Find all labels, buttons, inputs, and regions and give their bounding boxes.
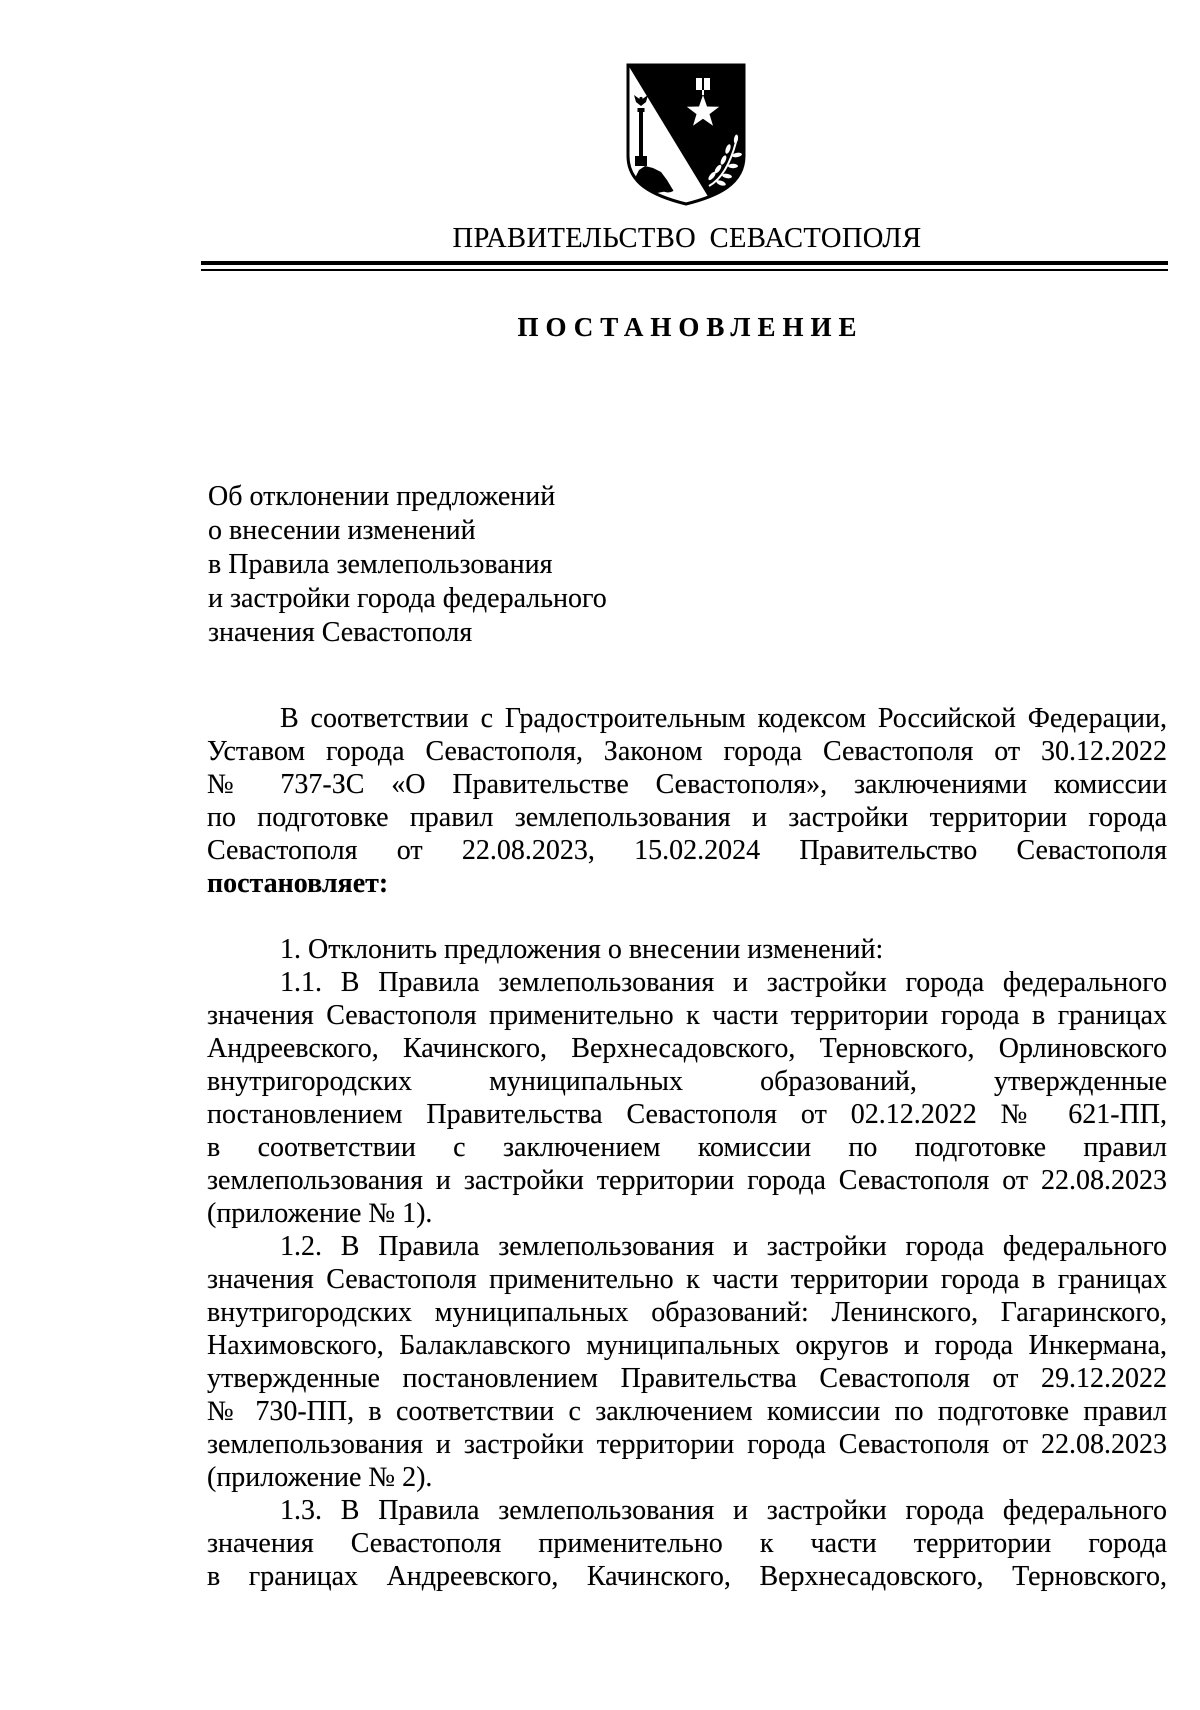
- preamble-paragraph: [207, 702, 1167, 900]
- clause-line: землепользования и застройки территории города Севастополя от 22.08.2023: [207, 1165, 1167, 1196]
- preamble-line: Севастополя от 22.08.2023, 15.02.2024 Правительство Севастополя: [207, 835, 1167, 866]
- clause-1-3: [207, 1494, 1167, 1593]
- clause-line: № 730-ПП, в соответствии с заключением комиссии по подготовке правил: [207, 1396, 1167, 1427]
- clause-line: утвержденные постановлением Правительства Севастополя от 29.12.2022: [207, 1363, 1167, 1394]
- preamble-line: № 737-ЗС «О Правительстве Севастополя», заключениями комиссии: [207, 769, 1167, 800]
- clause-line: (приложение № 2).: [207, 1462, 433, 1493]
- header-double-rule: [201, 261, 1168, 273]
- clause-line: в границах Андреевского, Качинского, Верхнесадовского, Терновского,: [207, 1561, 1167, 1592]
- clause-line: значения Севастополя применительно к части территории города: [207, 1528, 1167, 1559]
- title-line: Об отклонении предложений: [208, 481, 556, 512]
- header-rule-thick: [201, 261, 1168, 265]
- clause-line: 1.3. В Правила землепользования и застройки города федерального: [280, 1495, 1167, 1526]
- clause-line: землепользования и застройки территории города Севастополя от 22.08.2023: [207, 1429, 1167, 1460]
- decision-heading: 1. Отклонить предложения о внесении изменений:: [280, 934, 884, 965]
- organization-name: ПРАВИТЕЛЬСТВО СЕВАСТОПОЛЯ: [452, 223, 922, 254]
- coat-of-arms-graphic: [623, 60, 749, 208]
- preamble-line: В соответствии с Градостроительным кодексом Российской Федерации,: [280, 703, 1167, 734]
- clause-1-1: [207, 966, 1167, 1230]
- clause-line: постановлением Правительства Севастополя от 02.12.2022 № 621-ПП,: [207, 1099, 1167, 1130]
- preamble-line: Уставом города Севастополя, Законом города Севастополя от 30.12.2022: [207, 736, 1167, 767]
- document-type-heading: ПОСТАНОВЛЕНИЕ: [517, 312, 864, 342]
- clause-line: значения Севастополя применительно к части территории города в границах: [207, 1264, 1167, 1295]
- title-line: значения Севастополя: [208, 617, 473, 648]
- clause-line: (приложение № 1).: [207, 1198, 433, 1229]
- coat-of-arms-icon: [623, 60, 749, 208]
- title-line: в Правила землепользования: [208, 549, 553, 580]
- document-title: [208, 480, 607, 650]
- paragraph-spacer: [207, 900, 1167, 933]
- preamble-resolution-word: постановляет:: [207, 868, 389, 899]
- clause-line: 1.2. В Правила землепользования и застройки города федерального: [280, 1231, 1167, 1262]
- clause-line: значения Севастополя применительно к части территории города в границах: [207, 1000, 1167, 1031]
- title-line: о внесении изменений: [208, 515, 476, 546]
- document-body: [207, 702, 1167, 1593]
- clause-line: внутригородских муниципальных образований: Ленинского, Гагаринского,: [207, 1297, 1167, 1328]
- clause-line: в соответствии с заключением комиссии по подготовке правил: [207, 1132, 1167, 1163]
- decision-paragraph: [207, 933, 1167, 966]
- clause-line: Нахимовского, Балаклавского муниципальных округов и города Инкермана,: [207, 1330, 1167, 1361]
- title-line: и застройки города федерального: [208, 583, 607, 614]
- preamble-line: по подготовке правил землепользования и застройки территории города: [207, 802, 1167, 833]
- clause-line: Андреевского, Качинского, Верхнесадовского, Терновского, Орлиновского: [207, 1033, 1167, 1064]
- clause-line: внутригородских муниципальных образований, утвержденные: [207, 1066, 1167, 1097]
- clause-1-2: [207, 1230, 1167, 1494]
- clause-line: 1.1. В Правила землепользования и застройки города федерального: [280, 967, 1167, 998]
- header-rule-thin: [201, 269, 1168, 271]
